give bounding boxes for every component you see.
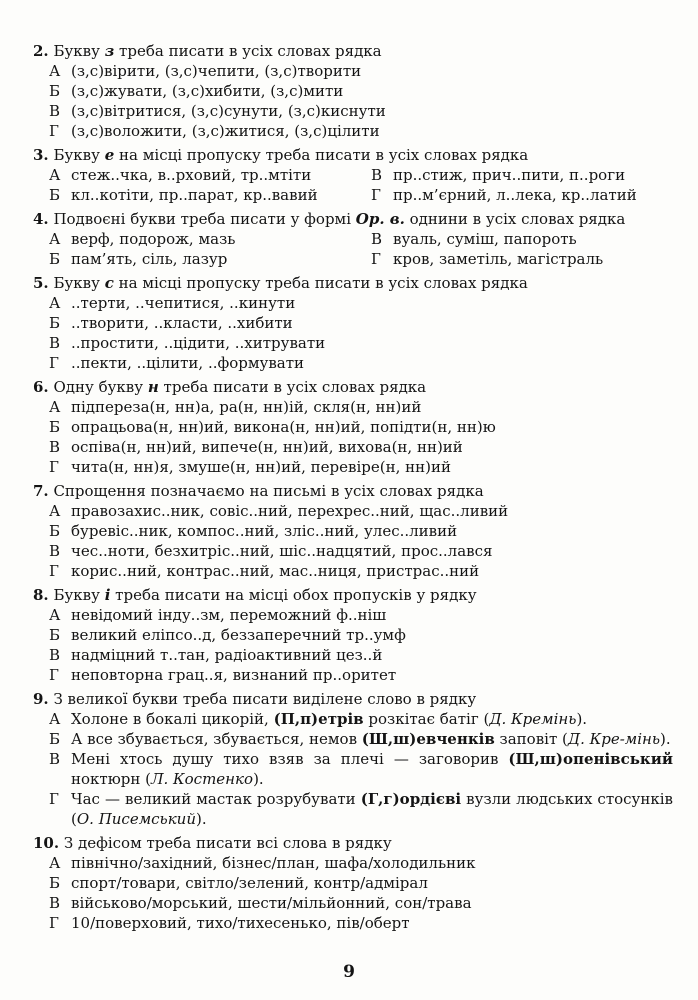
text-fragment: треба писати в усіх словах рядка [158, 378, 427, 396]
text-fragment: Л. Костенко [150, 770, 254, 788]
question-4-title [33, 209, 673, 229]
text-fragment: (П,п)етрів [273, 710, 364, 728]
option-text: ..простити, ..цідити, ..хитрувати [71, 334, 326, 352]
text-fragment [148, 378, 159, 396]
option-letter: В [49, 894, 61, 912]
option-text: військово/морський, шести/мільйонний, сон/трава [71, 894, 472, 912]
option-text: 10/поверховий, тихо/тихесенько, пів/оберт [71, 914, 410, 932]
option-text: опрацьова(н, нн)ий, викона(н, нн)ий, попідти(н, нн)ю [71, 418, 496, 436]
option-text: невідомий інду..зм, переможний ф..ніш [71, 606, 387, 624]
option-v [33, 541, 673, 561]
option-letter: Б [49, 418, 61, 436]
text-fragment: 10. [33, 834, 60, 852]
option-text: неповторна грац..я, визнаний пр..оритет [71, 666, 397, 684]
option-letter: А [49, 294, 61, 312]
option-letter: Г [371, 250, 381, 268]
text-fragment: 5. [33, 274, 49, 292]
option-g [33, 457, 673, 477]
page-number: 9 [343, 962, 355, 982]
text-fragment: однини в усіх словах рядка [404, 210, 626, 228]
options-grid [33, 165, 673, 205]
option-a [49, 165, 371, 185]
option-a [33, 293, 673, 313]
option-text [71, 729, 673, 749]
text-fragment: (Ш,ш)евченків [361, 730, 495, 748]
option-text: (з,с)воложити, (з,с)житися, (з,с)цілити [71, 122, 380, 140]
question-9 [33, 689, 673, 829]
option-letter: В [371, 166, 383, 184]
text-fragment: Подвоєні букви треба писати у формі [48, 210, 356, 228]
option-g [371, 249, 689, 269]
text-fragment: З дефісом треба писати всі слова в рядку [59, 834, 392, 852]
option-text: (з,с)вітритися, (з,с)сунути, (з,с)киснути [71, 102, 386, 120]
text-fragment: ). [196, 810, 207, 828]
text-fragment: ). [660, 730, 671, 748]
option-g [33, 561, 673, 581]
option-b [49, 185, 371, 205]
option-g [33, 121, 673, 141]
option-letter: Г [49, 354, 59, 372]
option-v [371, 165, 689, 185]
option-text [71, 709, 673, 729]
question-8 [33, 585, 673, 685]
option-letter: В [49, 646, 61, 664]
option-letter: Г [49, 666, 59, 684]
question-6 [33, 377, 673, 477]
option-text: ..пекти, ..цілити, ..формувати [71, 354, 305, 372]
option-text: оспіва(н, нн)ий, випече(н, нн)ий, вихова(н, нн)ий [71, 438, 463, 456]
question-7-title [33, 481, 673, 501]
option-v [33, 437, 673, 457]
question-7 [33, 481, 673, 581]
text-fragment: е [104, 146, 115, 164]
option-a [33, 501, 673, 521]
option-b [33, 81, 673, 101]
option-letter: В [49, 102, 61, 120]
text-fragment: Д. Кремінь [489, 710, 577, 728]
options-grid [33, 229, 673, 269]
option-letter: В [371, 230, 383, 248]
option-g [33, 353, 673, 373]
option-letter: Б [49, 522, 61, 540]
option-letter: А [49, 166, 61, 184]
option-b [33, 313, 673, 333]
option-text: (з,с)жувати, (з,с)хибити, (з,с)мити [71, 82, 344, 100]
option-letter: Г [49, 790, 59, 808]
text-fragment: Букву [48, 586, 105, 604]
option-letter: Б [49, 626, 61, 644]
option-letter: Б [49, 82, 61, 100]
option-letter: Г [49, 122, 59, 140]
option-g [371, 185, 689, 205]
text-fragment: треба писати в усіх словах рядка [114, 42, 382, 60]
option-letter: Г [49, 458, 59, 476]
option-text: ..творити, ..класти, ..хибити [71, 314, 293, 332]
text-fragment: 7. [33, 482, 49, 500]
option-text: стеж..чка, в..рховий, тр..мтіти [71, 166, 312, 184]
option-b [33, 729, 673, 749]
option-text [71, 789, 673, 829]
text-fragment: (Г,г)ордієві [360, 790, 462, 808]
text-fragment: 6. [33, 378, 49, 396]
option-v [33, 893, 673, 913]
option-letter: В [49, 334, 61, 352]
text-fragment: ноктюрн ( [71, 770, 151, 788]
text-fragment: Букву [48, 146, 105, 164]
text-fragment: 8. [33, 586, 49, 604]
question-3 [33, 145, 673, 205]
option-text: (з,с)вірити, (з,с)чепити, (з,с)творити [71, 62, 362, 80]
question-3-title [33, 145, 673, 165]
option-text: ..терти, ..чепитися, ..кинути [71, 294, 296, 312]
option-b [33, 417, 673, 437]
option-letter: В [49, 750, 61, 768]
text-fragment: з [104, 42, 115, 60]
question-10-title [33, 833, 673, 853]
text-fragment: О. Писемський [76, 810, 196, 828]
text-fragment: ). [253, 770, 264, 788]
option-v [371, 229, 689, 249]
option-letter: Б [49, 186, 61, 204]
option-letter: Б [49, 314, 61, 332]
text-fragment: Ор. в. [355, 210, 405, 228]
option-g [33, 789, 673, 829]
text-fragment: треба писати на місці обох пропусків у рядку [110, 586, 477, 604]
option-v [33, 333, 673, 353]
text-fragment: на місці пропуску треба писати в усіх словах рядка [113, 274, 528, 292]
text-fragment: 3. [33, 146, 49, 164]
option-letter: А [49, 710, 61, 728]
text-fragment [105, 42, 115, 60]
text-fragment: н [147, 378, 159, 396]
text-fragment [105, 274, 114, 292]
text-fragment: заповіт ( [494, 730, 568, 748]
option-text: буревіс..ник, компос..ний, зліс..ний, улес..ливий [71, 522, 458, 540]
option-text: кл..котіти, пр..парат, кр..вавий [71, 186, 318, 204]
question-5 [33, 273, 673, 373]
option-letter: А [49, 62, 61, 80]
option-g [33, 913, 673, 933]
question-5-title [33, 273, 673, 293]
option-text: чес..ноти, безхитріс..ний, шіс..надцятий, прос..лався [71, 542, 493, 560]
text-fragment: вузли людських стосунків ( [71, 790, 674, 828]
option-text: спорт/товари, світло/зелений, контр/адмірал [71, 874, 428, 892]
option-letter: А [49, 606, 61, 624]
option-b [49, 249, 371, 269]
text-fragment: Одну букву [48, 378, 148, 396]
text-fragment: Мені хтось душу тихо взяв за плечі — заговорив [71, 750, 509, 768]
text-fragment: на місці пропуску треба писати в усіх словах рядка [114, 146, 529, 164]
option-letter: Г [49, 562, 59, 580]
question-2 [33, 41, 673, 141]
text-fragment: 9. [33, 690, 49, 708]
option-letter: В [49, 542, 61, 560]
question-6-title [33, 377, 673, 397]
option-b [33, 873, 673, 893]
option-letter: А [49, 230, 61, 248]
text-fragment: З великої букви треба писати виділене слово в рядку [48, 690, 477, 708]
option-letter: Г [371, 186, 381, 204]
option-text: пр..стиж, прич..пити, п..роги [393, 166, 626, 184]
option-letter: А [49, 854, 61, 872]
option-a [33, 397, 673, 417]
option-text: кров, заметіль, магістраль [393, 250, 604, 268]
text-fragment: Букву [48, 274, 105, 292]
option-text: корис..ний, контрас..ний, мас..ниця, пристрас..ний [71, 562, 480, 580]
question-9-title [33, 689, 673, 709]
option-v [33, 645, 673, 665]
text-fragment: 4. [33, 210, 49, 228]
option-a [33, 709, 673, 729]
text-fragment: Холоне в бокалі цикорій, [71, 710, 274, 728]
option-text: великий еліпсо..д, беззаперечний тр..умф [71, 626, 406, 644]
text-fragment: Д. Кре-мінь [567, 730, 661, 748]
option-letter: Г [49, 914, 59, 932]
option-a [33, 61, 673, 81]
text-fragment: ). [576, 710, 588, 728]
option-a [33, 605, 673, 625]
text-fragment [356, 210, 405, 228]
text-fragment: Спрощення позначаємо на письмі в усіх словах рядка [48, 482, 484, 500]
option-letter: В [49, 438, 61, 456]
option-a [33, 853, 673, 873]
question-2-title [33, 41, 673, 61]
question-number: 2. [33, 42, 49, 60]
text-fragment: с [104, 274, 114, 292]
text-fragment: А все збувається, збувається, немов [71, 730, 362, 748]
option-letter: Б [49, 730, 61, 748]
option-text: надміцний т..тан, радіоактивний цез..й [71, 646, 383, 664]
option-b [33, 521, 673, 541]
option-text: верф, подорож, мазь [71, 230, 236, 248]
option-letter: А [49, 398, 61, 416]
option-text: вуаль, суміш, папороть [393, 230, 577, 248]
text-fragment [105, 146, 115, 164]
question-8-title [33, 585, 673, 605]
text-fragment: (Ш,ш)опенівський [508, 750, 673, 768]
option-b [33, 625, 673, 645]
option-text: пр..м’єрний, л..лека, кр..латий [393, 186, 637, 204]
option-letter: Б [49, 874, 61, 892]
option-text [71, 749, 673, 789]
option-a [49, 229, 371, 249]
option-g [33, 665, 673, 685]
question-4 [33, 209, 673, 269]
text-fragment: і [104, 586, 111, 604]
option-text: пам’ять, сіль, лазур [71, 250, 228, 268]
option-text: чита(н, нн)я, змуше(н, нн)ий, перевіре(н, нн)ий [71, 458, 451, 476]
option-letter: А [49, 502, 61, 520]
option-v [33, 749, 673, 789]
text-fragment: Букву [48, 42, 105, 60]
option-letter: Б [49, 250, 61, 268]
text-fragment: розкітає батіг ( [363, 710, 490, 728]
option-text: правозахис..ник, совіс..ний, перехрес..ний, щас..ливий [71, 502, 509, 520]
option-v [33, 101, 673, 121]
option-text: північно/західний, бізнес/план, шафа/холодильник [71, 854, 476, 872]
option-text: підпереза(н, нн)а, ра(н, нн)ій, скля(н, нн)ий [71, 398, 422, 416]
text-fragment: Час — великий мастак розрубувати [71, 790, 361, 808]
question-10 [33, 833, 673, 933]
test-page [33, 41, 673, 937]
